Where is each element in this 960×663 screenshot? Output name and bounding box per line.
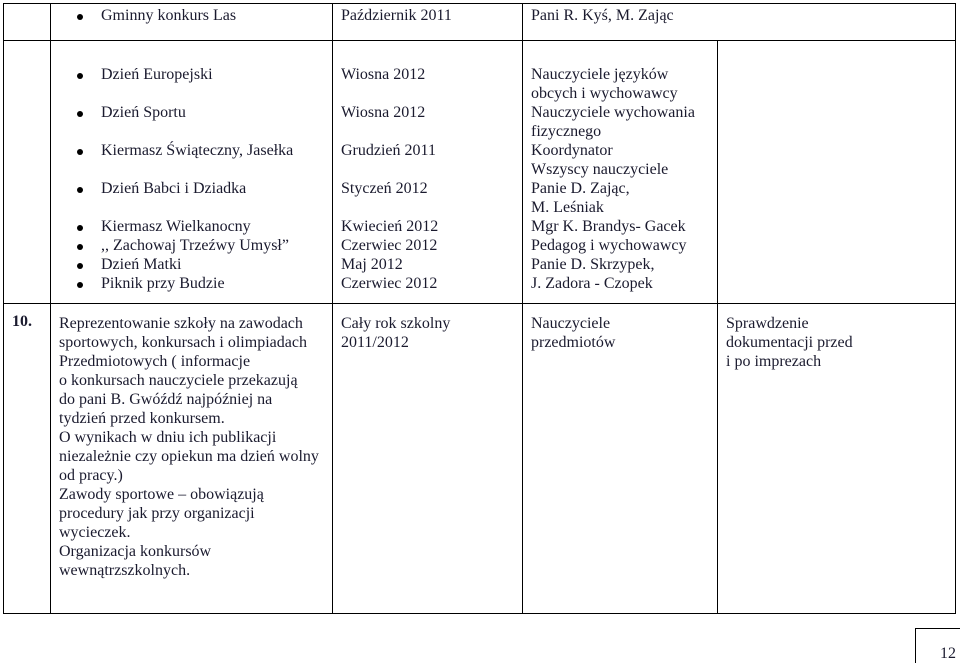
responsible-cell: Pani R. Kyś, M. Zając bbox=[523, 4, 718, 41]
text-line: Panie D. Skrzypek, bbox=[531, 256, 655, 273]
text-line: 2011/2012 bbox=[341, 334, 409, 351]
text-line: Grudzień 2011 bbox=[341, 142, 436, 159]
text-line: Koordynator bbox=[531, 142, 613, 159]
plan-table bbox=[3, 3, 956, 614]
form-cell bbox=[718, 4, 956, 41]
number-cell bbox=[4, 41, 51, 304]
activity-cell bbox=[51, 4, 333, 41]
table-row bbox=[4, 4, 956, 41]
list-item: Gminny konkurs Las bbox=[51, 6, 332, 25]
form-cell bbox=[718, 304, 956, 614]
text-line: Nauczyciele bbox=[531, 315, 611, 332]
text-line: od pracy.) bbox=[59, 467, 123, 484]
page-number: 12 bbox=[940, 645, 956, 662]
text-line: dokumentacji przed bbox=[726, 334, 853, 351]
bullet-icon bbox=[77, 14, 83, 20]
text-line: J. Zadora - Czopek bbox=[531, 275, 653, 292]
list-item: ,, Zachowaj Trzeźwy Umysł” bbox=[51, 236, 332, 255]
bullet-icon bbox=[77, 225, 83, 231]
text-line: Wszyscy nauczyciele bbox=[531, 161, 669, 178]
text-line: Reprezentowanie szkoły na zawodach bbox=[59, 315, 303, 332]
text-line: Sprawdzenie bbox=[726, 315, 809, 332]
bullet-icon bbox=[77, 263, 83, 269]
number-cell: 10. bbox=[4, 304, 51, 614]
text-line: Cały rok szkolny bbox=[341, 315, 451, 332]
text-line: M. Leśniak bbox=[531, 199, 604, 216]
text-line: Czerwiec 2012 bbox=[341, 275, 438, 292]
text-line: o konkursach nauczyciele przekazują bbox=[59, 372, 298, 389]
document-page bbox=[3, 3, 955, 614]
number-cell bbox=[4, 4, 51, 41]
responsible-cell bbox=[523, 304, 718, 614]
text-line: procedury jak przy organizacji bbox=[59, 505, 255, 522]
date-cell: Październik 2011 bbox=[333, 4, 523, 41]
text-line: Styczeń 2012 bbox=[341, 180, 428, 197]
text-line: O wynikach w dniu ich publikacji bbox=[59, 429, 277, 446]
responsible-cell bbox=[523, 41, 718, 304]
text-line: przedmiotów bbox=[531, 334, 616, 351]
text-line: Nauczyciele języków bbox=[531, 66, 669, 83]
activity-cell bbox=[51, 41, 333, 304]
text-line: Czerwiec 2012 bbox=[341, 237, 438, 254]
text-line: Wiosna 2012 bbox=[341, 66, 426, 83]
text-line: Wiosna 2012 bbox=[341, 104, 426, 121]
text-line: Kwiecień 2012 bbox=[341, 218, 439, 235]
text-line: fizycznego bbox=[531, 123, 602, 140]
text-line: Przedmiotowych ( informacje bbox=[59, 353, 251, 370]
table-row bbox=[4, 41, 956, 304]
date-cell bbox=[333, 304, 523, 614]
text-line: Zawody sportowe – obowiązują bbox=[59, 486, 264, 503]
list-item: Piknik przy Budzie bbox=[51, 274, 332, 293]
text-line: wycieczek. bbox=[59, 524, 131, 541]
bullet-icon bbox=[77, 73, 83, 79]
activity-cell bbox=[51, 304, 333, 614]
bullet-icon bbox=[77, 187, 83, 193]
text-line: Pedagog i wychowawcy bbox=[531, 237, 687, 254]
bullet-icon bbox=[77, 282, 83, 288]
bullet-icon bbox=[77, 244, 83, 250]
list-item: Dzień Matki bbox=[51, 255, 332, 274]
list-item: Dzień Europejski bbox=[51, 65, 332, 84]
bullet-icon bbox=[77, 111, 83, 117]
text-line: Maj 2012 bbox=[341, 256, 403, 273]
text-line: Nauczyciele wychowania bbox=[531, 104, 695, 121]
list-item: Dzień Babci i Dziadka bbox=[51, 179, 332, 198]
table-row bbox=[4, 304, 956, 614]
text-line: niezależnie czy opiekun ma dzień wolny bbox=[59, 448, 319, 465]
list-item: Kiermasz Wielkanocny bbox=[51, 217, 332, 236]
text-line: Mgr K. Brandys- Gacek bbox=[531, 218, 686, 235]
form-cell bbox=[718, 41, 956, 304]
list-item: Dzień Sportu bbox=[51, 103, 332, 122]
text-line: sportowych, konkursach i olimpiadach bbox=[59, 334, 307, 351]
text-line: Organizacja konkursów bbox=[59, 543, 212, 560]
date-cell bbox=[333, 41, 523, 304]
text-line: Panie D. Zając, bbox=[531, 180, 630, 197]
text-line: tydzień przed konkursem. bbox=[59, 410, 225, 427]
text-line: obcych i wychowawcy bbox=[531, 85, 678, 102]
bullet-icon bbox=[77, 149, 83, 155]
text-line: i po imprezach bbox=[726, 353, 822, 370]
text-line: do pani B. Gwóźdź najpóźniej na bbox=[59, 391, 273, 408]
text-line: wewnątrzszkolnych. bbox=[59, 562, 191, 579]
list-item: Kiermasz Świąteczny, Jasełka bbox=[51, 141, 332, 160]
